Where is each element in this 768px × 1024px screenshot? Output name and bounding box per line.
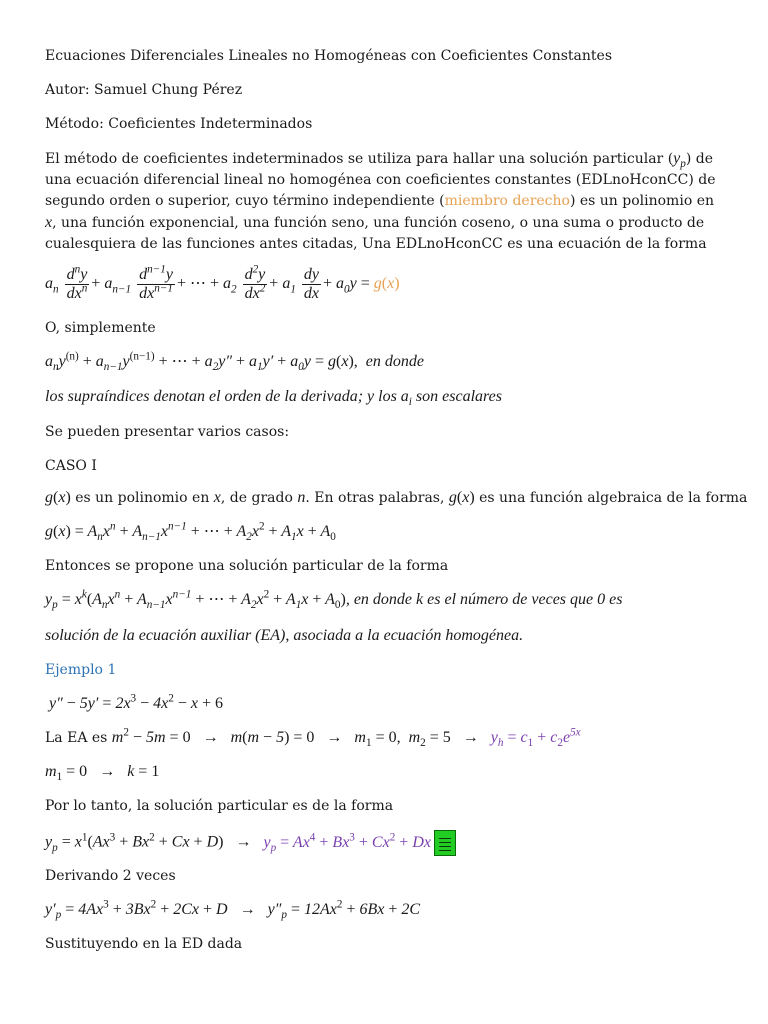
doc-author: Autor: Samuel Chung Pérez <box>45 82 243 98</box>
example-1-heading: Ejemplo 1 <box>45 662 117 678</box>
case-1-description: g(x) es un polinomio en x, de grado n. En otras palabras, g(x) es una función algebraica de la forma <box>45 489 748 506</box>
therefore-text: Por lo tanto, la solución particular es de la forma <box>45 798 394 814</box>
substitute-text: Sustituyendo en la ED dada <box>45 936 243 952</box>
simple-equation: $a_ny^{(n)} + a_{n-1}y^{(n-1)}$ + ⋯ + $a_2y'' + a_1y' + a_0y = g(x)$, en donde <box>45 350 424 374</box>
case-1-heading: CASO I <box>45 458 97 474</box>
general-equation: $a_n$ $\frac{d^ny}{dx^n}$ + $a_{n-1}$ $\frac{d^{n-1}y}{dx^{n-1}}$ + ⋯ + $a_2$ $\frac{d^2y}{dx^2}$ + $a_1$ $\frac{dy}{dx}$ + $a_0y = g(x)$ <box>45 263 400 302</box>
example-equation: $y'' - 5y' = 2x^3 - 4x^2 - x + 6$ <box>45 692 224 712</box>
derive-text: Derivando 2 veces <box>45 868 176 884</box>
highlight-term: miembro derecho <box>444 193 570 209</box>
particular-solution-form: $y_p = x^k(A_nx^n + A_{n-1}x^{n-1}$ + ⋯ + $A_2x^2 + A_1x + A_0$), en donde k es el número de veces que 0 es <box>45 588 623 612</box>
particular-solution-form-cont: solución de la ecuación auxiliar (EA), asociada a la ecuación homogénea. <box>45 627 524 644</box>
auxiliary-equation: La EA es $m^2 - 5m = 0$ → m(m − 5) = 0 → $m_1 = 0$, $m_2 = 5$ → $y_h = c_1 + c_2e^{5x}$ <box>45 726 581 750</box>
doc-title: Ecuaciones Diferenciales Lineales no Homogéneas con Coeficientes Constantes <box>45 48 613 64</box>
cases-intro: Se pueden presentar varios casos: <box>45 424 290 440</box>
polynomial-equation: $g(x) = A_nx^n + A_{n-1}x^{n-1}$ + ⋯ + $A_2x^2 + A_1x + A_0$ <box>45 520 336 544</box>
note-icon[interactable] <box>434 830 456 856</box>
simply-label: O, simplemente <box>45 320 156 336</box>
derivatives: $y'_p = 4Ax^3 + 3Bx^2 + 2Cx + D \to y''_p = 12Ax^2 + 6Bx + 2C$ <box>45 898 421 922</box>
yp-form-example: $y_p = x^1(Ax^3 + Bx^2 + Cx + D)$ → $y_p = Ax^4 + Bx^3 + Cx^2 + Dx$ <box>45 830 456 856</box>
intro-paragraph: El método de coeficientes indeterminados se utiliza para hallar una solución particular $(y_p)$ de una ecuación diferencial lineal no homogénea con coeficientes constantes (EDLnoHconCC) de segundo orden o superior, cuyo término independiente (miembro derecho) es un polinomio en x, una función exponencial, una función seno, una función coseno, o una suma o producto de cualesquiera de las funciones antes citadas, Una EDLnoHconCC es una ecuación de la forma <box>45 150 716 252</box>
superindex-note: los supraíndices denotan el orden de la derivada; y los $a_i$ son escalares <box>45 388 502 409</box>
k-value: $m_1 = 0$ → k = 1 <box>45 763 160 784</box>
doc-method: Método: Coeficientes Indeterminados <box>45 116 313 132</box>
propose-text: Entonces se propone una solución particular de la forma <box>45 558 449 574</box>
